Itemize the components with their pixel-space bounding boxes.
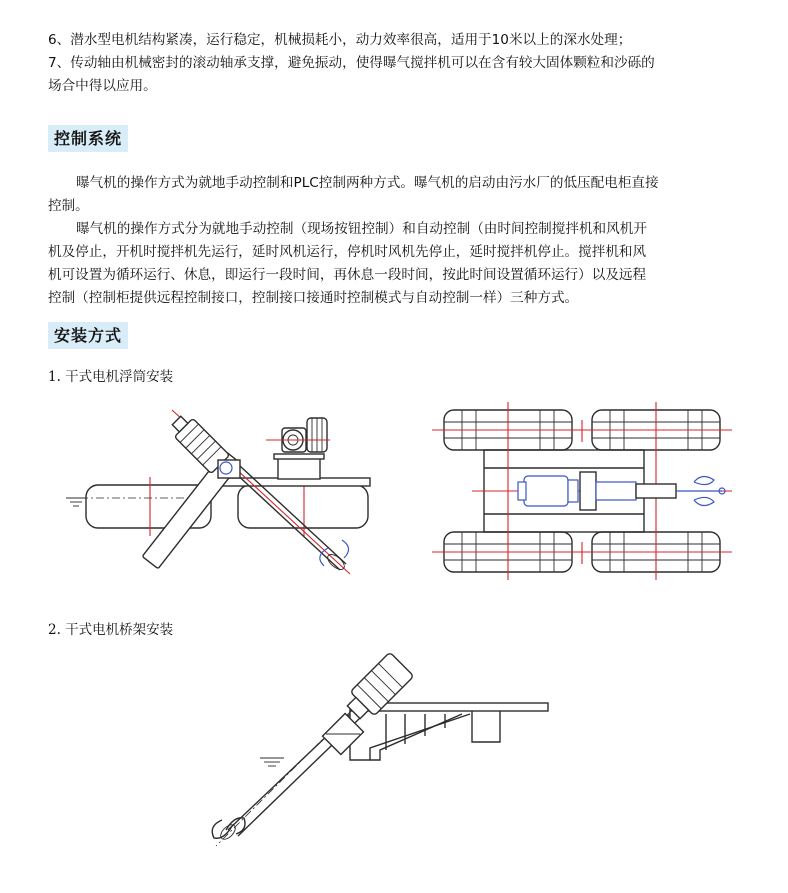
method2-label: 2. 干式电机桥架安装 [48, 622, 174, 638]
control-para1-line2: 控制。 [48, 198, 89, 214]
feature-item-7-line2: 场合中得以应用。 [48, 78, 157, 94]
pontoon-side-view-drawing [60, 402, 380, 577]
control-system-heading: 控制系统 [48, 125, 128, 152]
control-para2-line3: 机可设置为循环运行、休息，即运行一段时间，再休息一段时间，按此时间设置循环运行）以及远程 [48, 267, 647, 283]
feature-item-6: 6、潜水型电机结构紧凑，运行稳定，机械损耗小，动力效率很高，适用于10米以上的深水处理； [48, 32, 632, 48]
feature-item-7-line1: 7、传动轴由机械密封的滚动轴承支撑，避免振动，使得曝气搅拌机可以在含有较大固体颗粒和沙砾的 [48, 55, 655, 71]
control-para2-line4: 控制（控制柜提供远程控制接口，控制接口接通时控制模式与自动控制一样）三种方式。 [48, 290, 579, 306]
installation-heading: 安装方式 [48, 322, 128, 349]
bridge-installation-drawing [200, 650, 560, 850]
control-para2-line2: 机及停止，开机时搅拌机先运行，延时风机运行，停机时风机先停止，延时搅拌机停止。搅拌机和风 [48, 244, 647, 260]
control-para1-line1: 曝气机的操作方式为就地手动控制和PLC控制两种方式。曝气机的启动由污水厂的低压配电柜直接 [76, 175, 659, 191]
control-para2-line1: 曝气机的操作方式分为就地手动控制（现场按钮控制）和自动控制（由时间控制搅拌机和风机开 [76, 221, 647, 237]
method1-label: 1. 干式电机浮筒安装 [48, 369, 174, 385]
pontoon-plan-view-drawing [432, 402, 742, 582]
